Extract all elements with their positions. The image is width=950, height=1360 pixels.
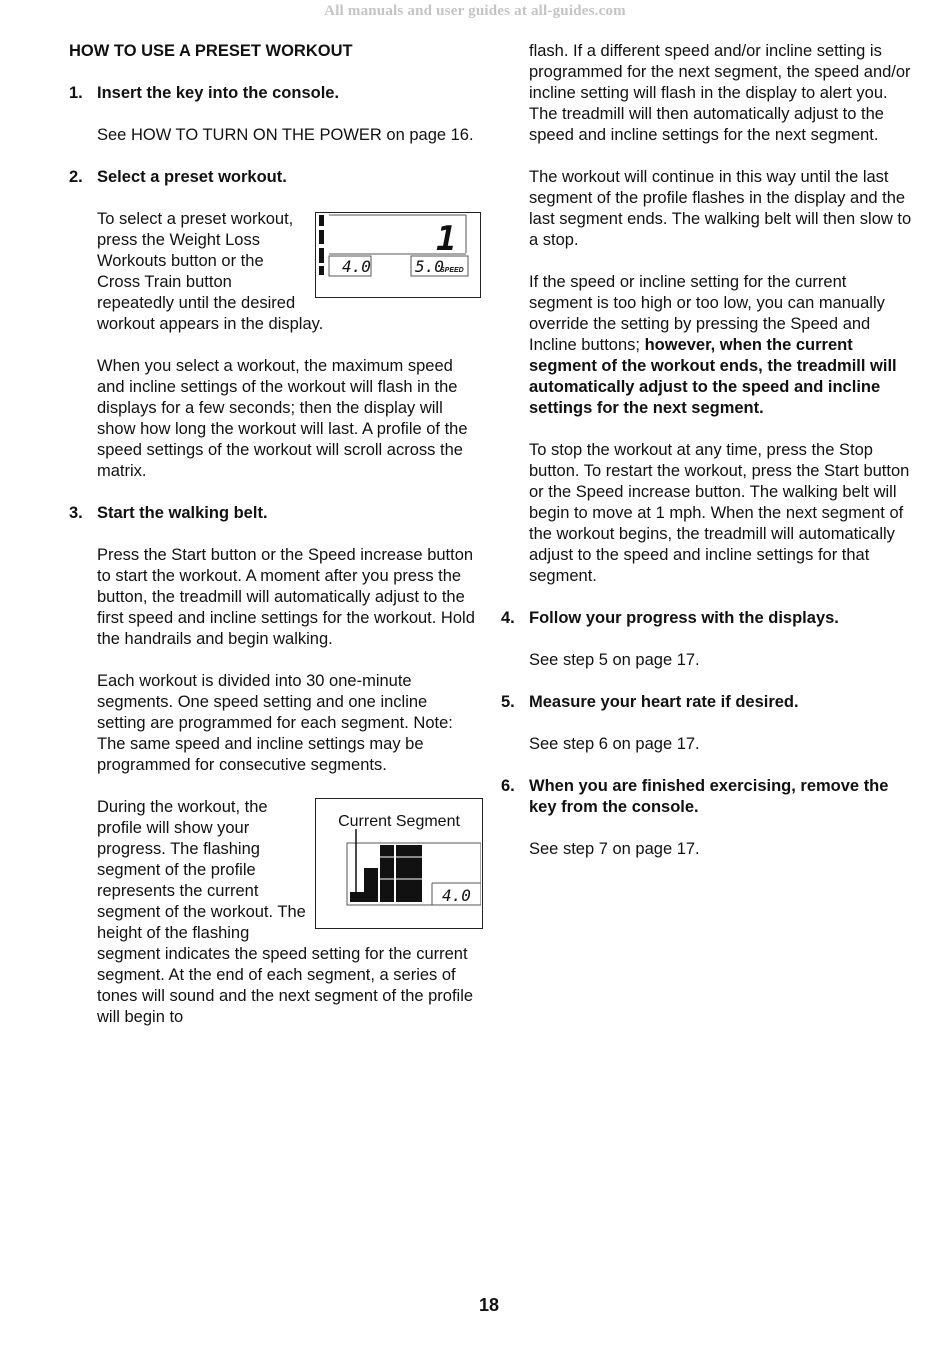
step-2-para-1-wrap — [97, 209, 479, 335]
step-2-para-1: To select a preset workout, press the Weight Loss Workouts button or the Cross Train button repeatedly until the desired workout appears in the display. — [97, 210, 324, 333]
step-4-body: See step 5 on page 17. — [529, 651, 700, 669]
profile-caption: Current Segment — [338, 813, 460, 830]
watermark: All manuals and user guides at all-guides.com — [324, 3, 626, 19]
step-title: Select a preset workout. — [97, 168, 287, 186]
step-number: 5. — [501, 693, 515, 711]
continued-paragraph: flash. If a different speed and/or incline setting is programmed for the next segment, the speed and/or incline setting will flash in the display to alert you. The treadmill will then automatically adjust to the speed and incline settings for the next segment. — [529, 42, 911, 144]
step-6-body: See step 7 on page 17. — [529, 840, 700, 858]
step-title: When you are finished exercising, remove the key from the console. — [529, 777, 889, 816]
step-3-title — [69, 503, 479, 524]
step-4-title — [501, 608, 913, 629]
profile-readout: 4.0 — [442, 886, 471, 905]
profile-figure — [315, 798, 483, 929]
override-text: If the speed or incline setting for the current segment is too high or too low, you can manually override the setting by pressing the Speed and Incline buttons; — [529, 273, 885, 354]
step-number: 2. — [69, 168, 83, 186]
step-title: Start the walking belt. — [97, 504, 268, 522]
display-left-value: 4.0 — [342, 257, 371, 276]
step-5-title — [501, 692, 913, 713]
step-number: 4. — [501, 609, 515, 627]
display-right-value: 5.0 — [415, 257, 444, 276]
page-number: 18 — [478, 1295, 500, 1315]
step-number: 3. — [69, 504, 83, 522]
step-5-body: See step 6 on page 17. — [529, 735, 700, 753]
step-2-para-2: When you select a workout, the maximum speed and incline settings of the workout will flash in the displays for a few seconds; then the display will show how long the workout will last. A profile of the speed settings of the workout will scroll across the matrix. — [97, 357, 468, 480]
step-3-para-2: Each workout is divided into 30 one-minute segments. One speed setting and one incline setting are programmed for each segment. Note: The same speed and incline settings may be programmed for consecutive segments. — [97, 672, 453, 774]
step-6-title — [501, 776, 913, 818]
override-warning: however, when the current segment of the workout ends, the treadmill will automatically adjust to the speed and incline settings for the next segment. — [529, 336, 897, 417]
step-title: Follow your progress with the displays. — [529, 609, 839, 627]
left-column — [69, 41, 479, 1028]
section-heading: HOW TO USE A PRESET WORKOUT — [69, 42, 353, 60]
stop-paragraph: To stop the workout at any time, press the Stop button. To restart the workout, press the Start button or the Speed increase button. The walking belt will begin to move at 1 mph. When the next segment of the workout begins, the treadmill will automatically adjust to the speed and incline settings for that segment. — [529, 441, 910, 585]
step-number: 1. — [69, 84, 83, 102]
display-unit-label: SPEED — [440, 267, 464, 274]
override-paragraph — [529, 272, 913, 419]
step-1-body: See HOW TO TURN ON THE POWER on page 16. — [97, 126, 474, 144]
right-column — [501, 41, 913, 881]
step-3-para-1: Press the Start button or the Speed increase button to start the workout. A moment after you press the button, the treadmill will automatically adjust to the first speed and incline settings for the workout. Hold the handrails and begin walking. — [97, 546, 475, 648]
step-3-para-3-wrap — [97, 797, 479, 1028]
display-big-digit: 1 — [436, 219, 457, 259]
console-display-figure — [315, 212, 481, 298]
step-2-title — [69, 167, 479, 188]
continue-paragraph: The workout will continue in this way until the last segment of the profile flashes in the display and the last segment ends. The walking belt will then slow to a stop. — [529, 168, 912, 249]
step-3-para-3: During the workout, the profile will show your progress. The flashing segment of the profile represents the current segment of the workout. The height of the flashing segment indicates the speed setting for the current segment. At the end of each segment, a series of tones will sound and the next segment of the profile will begin to — [97, 798, 474, 1026]
step-number: 6. — [501, 777, 515, 795]
step-1-title — [69, 83, 479, 104]
step-title: Measure your heart rate if desired. — [529, 693, 799, 711]
step-title: Insert the key into the console. — [97, 84, 340, 102]
